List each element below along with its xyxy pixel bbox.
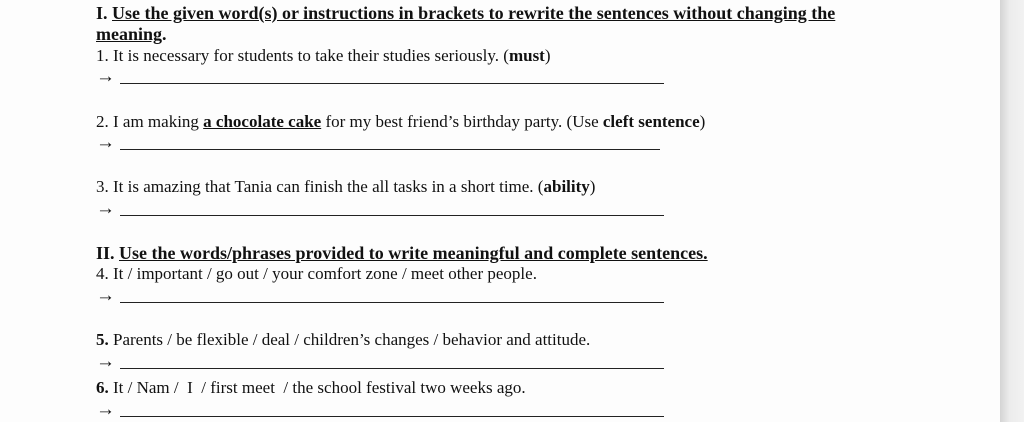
section-1-title-cont: meaning (96, 24, 163, 44)
answer-5-line[interactable] (120, 368, 664, 369)
question-1 (96, 46, 551, 66)
question-4 (96, 264, 537, 284)
arrow-icon: → (96, 399, 115, 420)
answer-3[interactable] (96, 198, 696, 220)
question-6-number: 6. (96, 378, 109, 397)
answer-6-line[interactable] (120, 416, 664, 417)
section-1-title: Use the given word(s) or instructions in brackets to rewrite the sentences without changing the (112, 3, 836, 23)
question-3-number: 3. (96, 177, 109, 196)
page-edge-shadow (1000, 0, 1024, 422)
question-2 (96, 112, 705, 132)
answer-3-line[interactable] (120, 215, 664, 216)
answer-1[interactable] (96, 66, 696, 88)
section-2-title: Use the words/phrases provided to write meaningful and complete sentences. (119, 243, 708, 263)
question-5 (96, 330, 590, 350)
arrow-icon: → (96, 198, 115, 219)
question-2-text-after: for my best friend’s birthday party. (Use (325, 112, 599, 131)
question-3-tail: ) (589, 177, 596, 196)
question-3-text: It is amazing that Tania can finish the all tasks in a short time. ( (113, 177, 544, 196)
question-5-number: 5. (96, 330, 109, 349)
question-1-tail: ) (544, 46, 551, 65)
question-4-number: 4. (96, 264, 109, 283)
question-4-text: It / important / go out / your comfort zone / meet other people. (113, 264, 537, 283)
answer-4-line[interactable] (120, 302, 664, 303)
arrow-icon: → (96, 285, 115, 306)
question-3-keyword: ability (543, 177, 590, 196)
question-1-number: 1. (96, 46, 109, 65)
section-1-heading-cont (96, 23, 167, 45)
question-1-text: It is necessary for students to take their studies seriously. ( (113, 46, 509, 65)
section-2-numeral: II. (96, 243, 115, 263)
answer-2[interactable] (96, 132, 696, 154)
arrow-icon: → (96, 132, 115, 153)
arrow-icon: → (96, 351, 115, 372)
question-3 (96, 177, 595, 197)
section-1-title-period: . (162, 24, 167, 44)
answer-2-line[interactable] (120, 149, 660, 150)
question-1-keyword: must (508, 46, 545, 65)
question-6 (96, 378, 526, 398)
answer-6[interactable] (96, 399, 696, 421)
question-2-keyword: cleft sentence (602, 112, 700, 131)
arrow-icon: → (96, 66, 115, 87)
section-1-heading (96, 2, 835, 24)
question-2-number: 2. (96, 112, 109, 131)
section-1-numeral: I. (96, 3, 108, 23)
answer-4[interactable] (96, 285, 696, 307)
section-2-heading (96, 242, 708, 264)
question-2-tail: ) (699, 112, 706, 131)
answer-1-line[interactable] (120, 83, 664, 84)
question-6-text: It / Nam / I / first meet / the school festival two weeks ago. (113, 378, 526, 397)
question-5-text: Parents / be flexible / deal / children’s changes / behavior and attitude. (113, 330, 591, 349)
question-2-text-before: I am making (113, 112, 199, 131)
answer-5[interactable] (96, 351, 696, 373)
question-2-emphasis: a chocolate cake (203, 112, 322, 131)
